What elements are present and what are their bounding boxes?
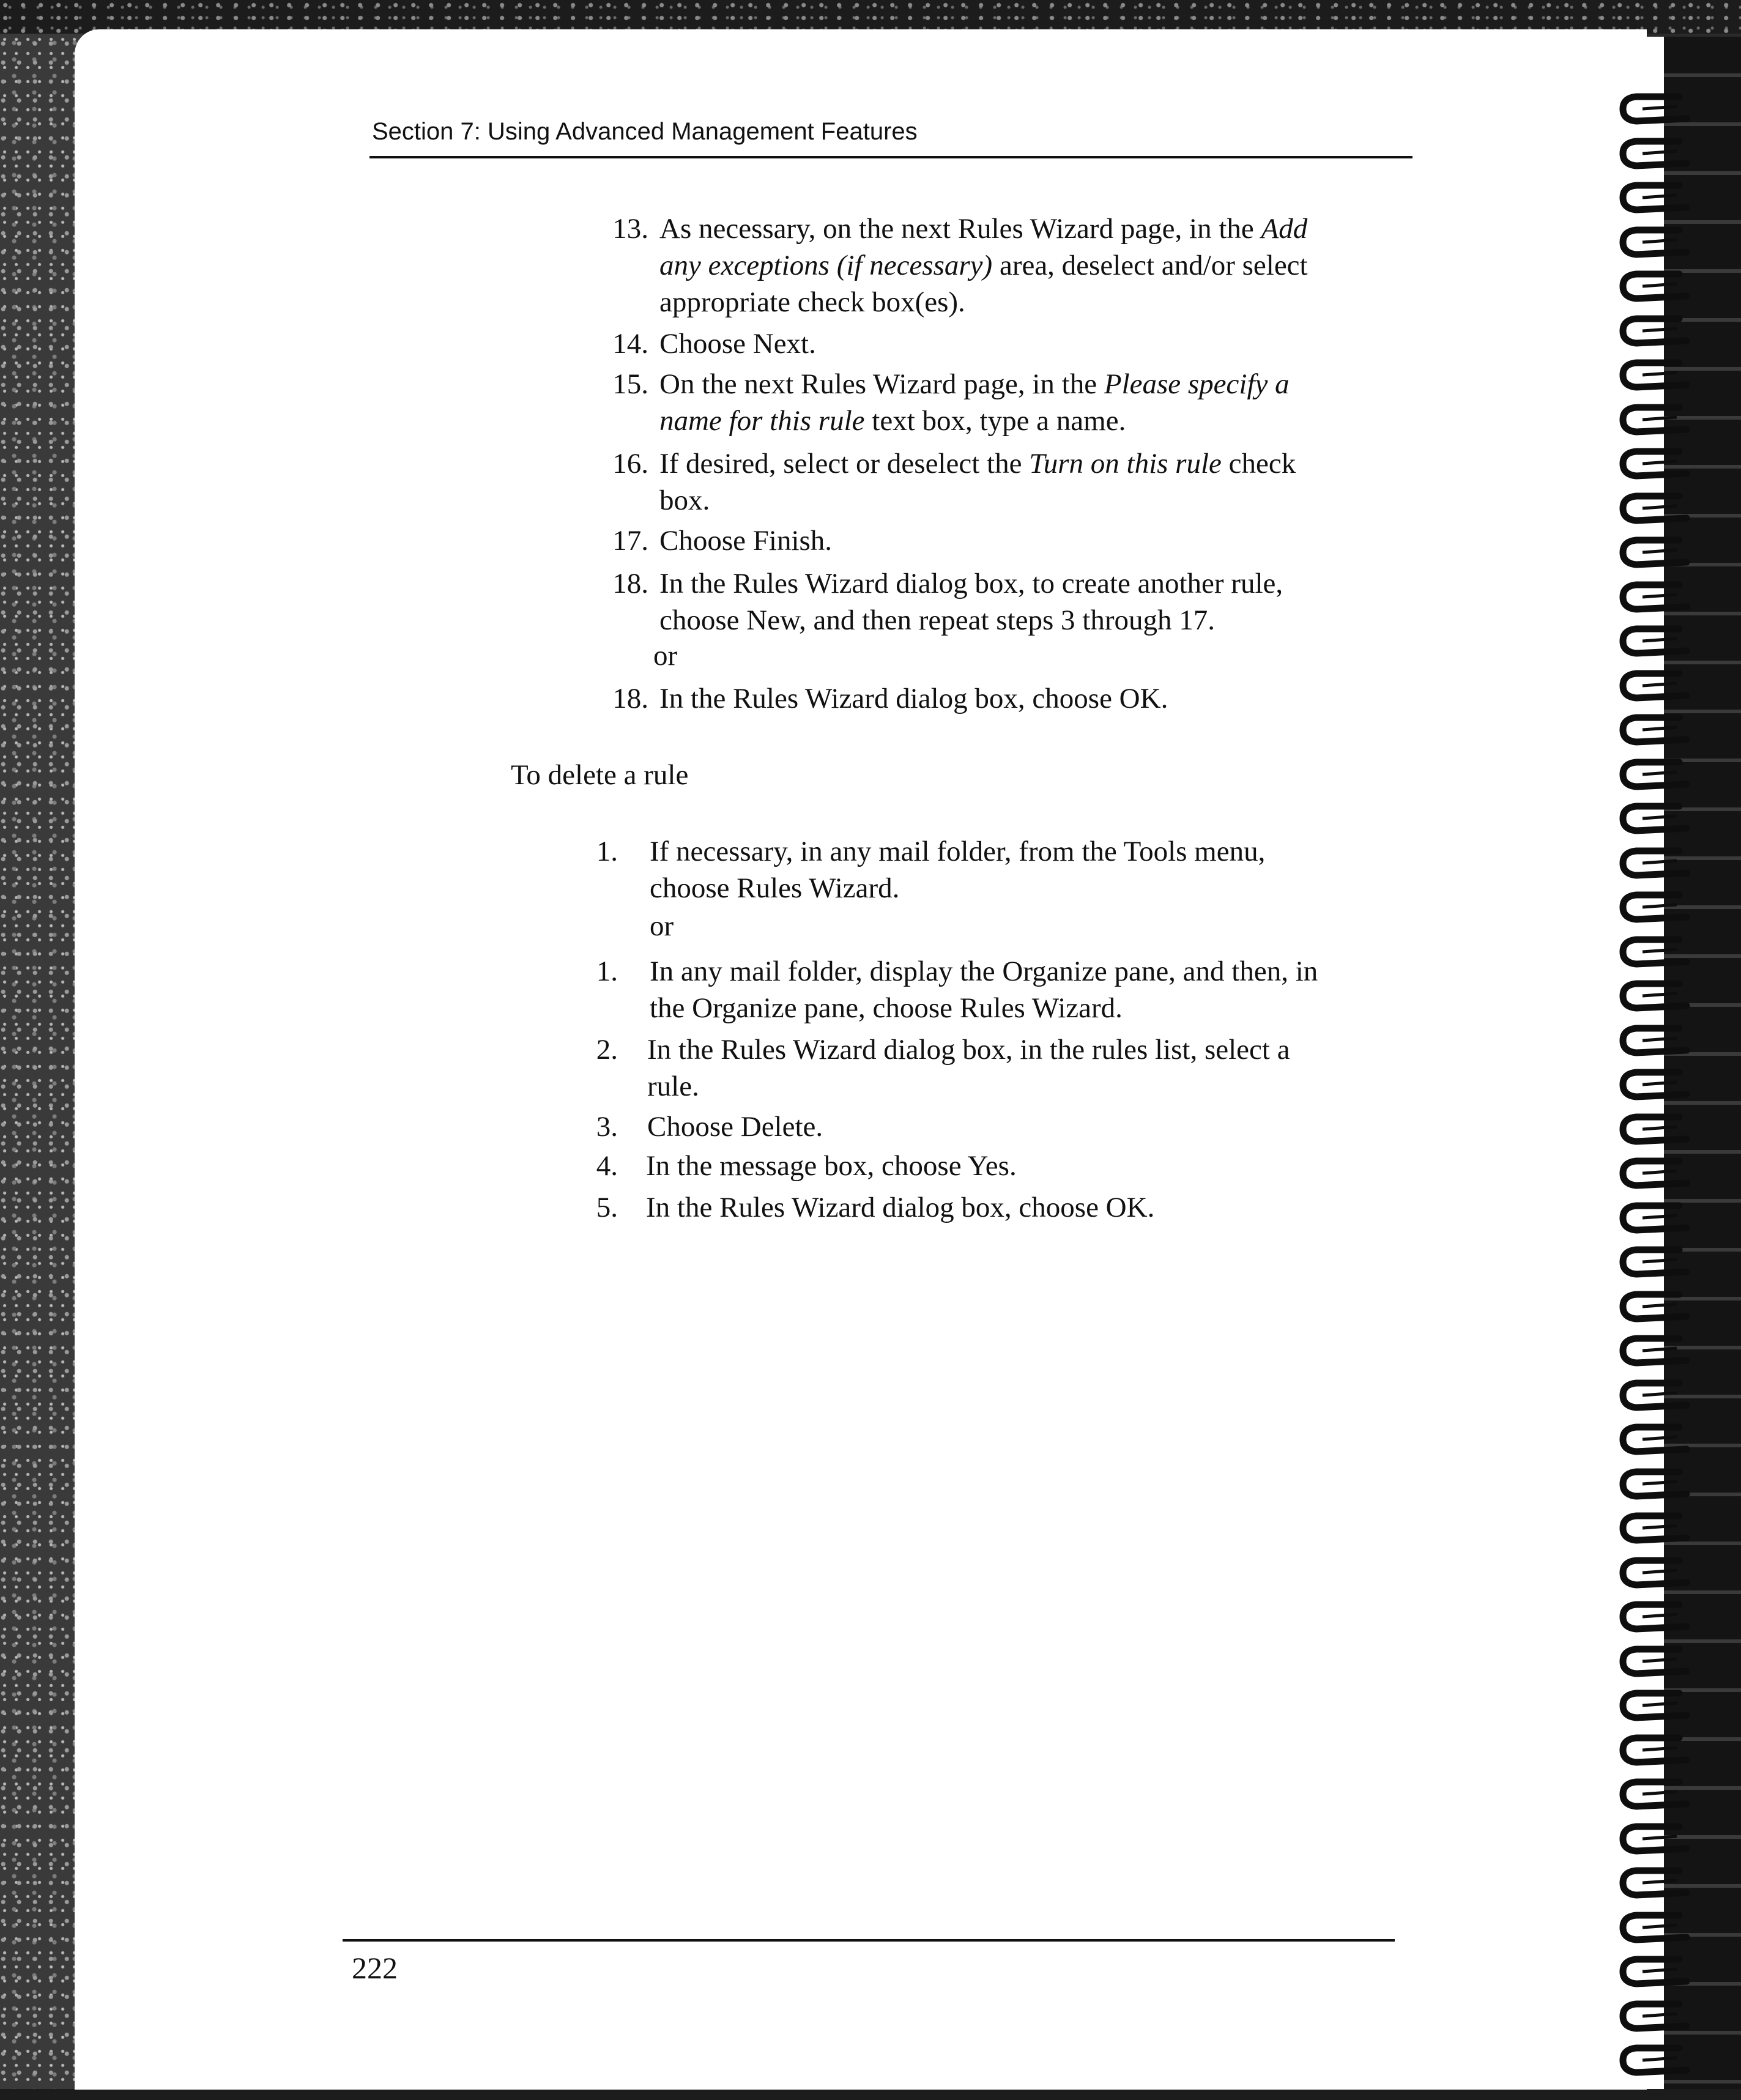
step-text bbox=[647, 1108, 1394, 1145]
text-run: box. bbox=[659, 484, 710, 516]
or-separator: or bbox=[650, 910, 674, 942]
text-run: Choose Finish. bbox=[659, 525, 833, 557]
spiral-coil bbox=[1618, 225, 1691, 259]
step-text: In the Rules Wizard dialog box, choose OK. bbox=[659, 683, 1168, 714]
spiral-coil bbox=[1618, 580, 1691, 614]
spiral-coil bbox=[1618, 801, 1691, 836]
step-text bbox=[646, 1148, 1392, 1184]
text-line bbox=[646, 1189, 1392, 1226]
spiral-coil bbox=[1618, 136, 1691, 171]
page-number: 222 bbox=[352, 1951, 398, 1985]
text-line bbox=[659, 284, 1394, 321]
delete-step-1 bbox=[587, 833, 1401, 907]
scan-bottom-border bbox=[0, 2089, 1741, 2100]
step-text bbox=[659, 210, 1394, 321]
text-run: In the Rules Wizard dialog box, choose OK. bbox=[646, 1192, 1155, 1223]
step-text bbox=[646, 1189, 1392, 1226]
text-run: appropriate check box(es). bbox=[659, 286, 965, 318]
text-line bbox=[659, 403, 1394, 439]
step-number: 2. bbox=[596, 1034, 618, 1066]
spiral-coil bbox=[1618, 358, 1691, 392]
text-line bbox=[659, 482, 1394, 519]
spiral-coil bbox=[1618, 180, 1691, 215]
step-number: 13. bbox=[612, 213, 648, 245]
spiral-coil bbox=[1618, 1600, 1691, 1634]
spiral-coil bbox=[1618, 2043, 1691, 2077]
step-text bbox=[650, 833, 1396, 907]
step-number: 18. bbox=[612, 683, 648, 714]
spiral-coil bbox=[1618, 1866, 1691, 1900]
delete-step-2 bbox=[587, 1031, 1401, 1105]
step-18-alternate bbox=[600, 680, 1395, 717]
text-run: As necessary, on the next Rules Wizard page, in the bbox=[659, 213, 1261, 245]
scan-top-border bbox=[0, 0, 1741, 34]
step-text bbox=[659, 565, 1394, 639]
text-run: In any mail folder, display the Organize pane, and then, in bbox=[650, 955, 1318, 987]
spiral-coil bbox=[1618, 403, 1691, 437]
text-run: Choose Next. bbox=[659, 328, 816, 360]
spiral-coil bbox=[1618, 1777, 1691, 1811]
text-line bbox=[646, 1148, 1392, 1184]
text-line bbox=[650, 870, 1396, 907]
italic-run: Turn on this rule bbox=[1029, 448, 1222, 480]
step-18 bbox=[600, 565, 1395, 639]
text-line bbox=[650, 953, 1396, 990]
text-line bbox=[659, 325, 1394, 362]
text-run: area, deselect and/or select bbox=[992, 250, 1308, 281]
section-header: Section 7: Using Advanced Management Features bbox=[372, 118, 918, 145]
text-run: choose New, and then repeat steps 3 through 17. bbox=[659, 604, 1215, 636]
text-line bbox=[659, 522, 1394, 559]
spiral-coil bbox=[1618, 1023, 1691, 1058]
footer-rule bbox=[343, 1939, 1395, 1942]
spiral-coil bbox=[1618, 447, 1691, 481]
spiral-coil bbox=[1618, 314, 1691, 348]
text-line bbox=[650, 990, 1396, 1026]
step-15 bbox=[600, 366, 1395, 439]
scan-left-border bbox=[0, 0, 86, 2100]
text-line bbox=[659, 602, 1394, 639]
text-run: In the Rules Wizard dialog box, in the rules list, select a bbox=[647, 1034, 1290, 1066]
text-run: If necessary, in any mail folder, from the Tools menu, bbox=[650, 836, 1266, 867]
text-run: In the message box, choose Yes. bbox=[646, 1150, 1017, 1182]
delete-step-1-alternate bbox=[587, 953, 1401, 1026]
spiral-coil bbox=[1618, 1112, 1691, 1146]
text-line bbox=[659, 210, 1394, 247]
step-number: 3. bbox=[596, 1111, 618, 1143]
spiral-coil bbox=[1618, 1467, 1691, 1501]
spiral-coil bbox=[1618, 1378, 1691, 1412]
spiral-coil bbox=[1618, 890, 1691, 924]
text-run: choose Rules Wizard. bbox=[650, 872, 900, 904]
text-line bbox=[647, 1031, 1394, 1068]
spiral-coil bbox=[1618, 713, 1691, 747]
step-text bbox=[650, 953, 1396, 1026]
delete-step-5 bbox=[587, 1189, 1401, 1226]
step-16 bbox=[600, 445, 1395, 519]
delete-rule-heading: To delete a rule bbox=[511, 759, 689, 791]
text-run: Choose Delete. bbox=[647, 1111, 823, 1143]
text-run: rule. bbox=[647, 1070, 699, 1102]
step-number: 18. bbox=[612, 568, 648, 599]
spiral-coil bbox=[1618, 1999, 1691, 2033]
spiral-coil bbox=[1618, 1156, 1691, 1190]
or-separator: or bbox=[653, 640, 678, 672]
text-line bbox=[659, 565, 1394, 602]
step-text bbox=[659, 366, 1394, 439]
header-rule bbox=[369, 156, 1412, 158]
italic-run: Please specify a bbox=[1104, 368, 1290, 400]
spiral-coil bbox=[1618, 491, 1691, 525]
spiral-coil bbox=[1618, 1289, 1691, 1324]
text-run: text box, type a name. bbox=[864, 405, 1126, 437]
step-17 bbox=[600, 522, 1395, 559]
text-run: If desired, select or deselect the bbox=[659, 448, 1030, 480]
text-line bbox=[647, 1068, 1394, 1105]
text-run: On the next Rules Wizard page, in the bbox=[659, 368, 1104, 400]
text-line bbox=[659, 445, 1394, 482]
step-14 bbox=[600, 325, 1395, 362]
spiral-coil bbox=[1618, 1733, 1691, 1767]
step-text bbox=[659, 445, 1394, 519]
step-text bbox=[659, 325, 1394, 362]
spiral-coil bbox=[1618, 269, 1691, 303]
step-number: 4. bbox=[596, 1150, 618, 1182]
step-number: 5. bbox=[596, 1192, 618, 1223]
text-run: In the Rules Wizard dialog box, to create another rule, bbox=[659, 568, 1283, 599]
step-text bbox=[647, 1031, 1394, 1105]
spiral-coil bbox=[1618, 535, 1691, 570]
spiral-coil bbox=[1618, 1910, 1691, 1945]
spiral-coil bbox=[1618, 1688, 1691, 1723]
spiral-coil bbox=[1618, 935, 1691, 969]
step-number: 14. bbox=[612, 328, 648, 360]
spiral-coil bbox=[1618, 92, 1691, 126]
text-run: check bbox=[1221, 448, 1296, 480]
text-line bbox=[647, 1108, 1394, 1145]
text-line bbox=[659, 247, 1394, 284]
text-line bbox=[650, 833, 1396, 870]
spiral-coil bbox=[1618, 1201, 1691, 1235]
spiral-coil bbox=[1618, 1511, 1691, 1545]
spiral-coil bbox=[1618, 1245, 1691, 1279]
spiral-coil bbox=[1618, 1334, 1691, 1368]
spiral-coil bbox=[1618, 669, 1691, 703]
step-number: 1. bbox=[596, 836, 618, 867]
spiral-coil bbox=[1618, 1822, 1691, 1856]
text-run: the Organize pane, choose Rules Wizard. bbox=[650, 992, 1123, 1024]
delete-step-3 bbox=[587, 1108, 1401, 1145]
spiral-coil bbox=[1618, 846, 1691, 880]
spiral-coil bbox=[1618, 757, 1691, 792]
italic-run: Add bbox=[1261, 213, 1308, 245]
delete-step-4 bbox=[587, 1148, 1401, 1184]
spiral-coil bbox=[1618, 1644, 1691, 1679]
italic-run: name for this rule bbox=[659, 405, 865, 437]
step-number: 16. bbox=[612, 448, 648, 480]
text-line bbox=[659, 366, 1394, 403]
spiral-coil bbox=[1618, 624, 1691, 658]
step-number: 1. bbox=[596, 955, 618, 987]
spiral-coil bbox=[1618, 979, 1691, 1013]
spiral-coil bbox=[1618, 1422, 1691, 1456]
step-13 bbox=[600, 210, 1395, 321]
italic-run: any exceptions (if necessary) bbox=[659, 250, 993, 281]
spiral-coil bbox=[1618, 1556, 1691, 1590]
step-number: 15. bbox=[612, 368, 648, 400]
spiral-coil bbox=[1618, 1954, 1691, 1989]
step-text bbox=[659, 522, 1394, 559]
step-number: 17. bbox=[612, 525, 648, 557]
spiral-coil bbox=[1618, 1067, 1691, 1102]
